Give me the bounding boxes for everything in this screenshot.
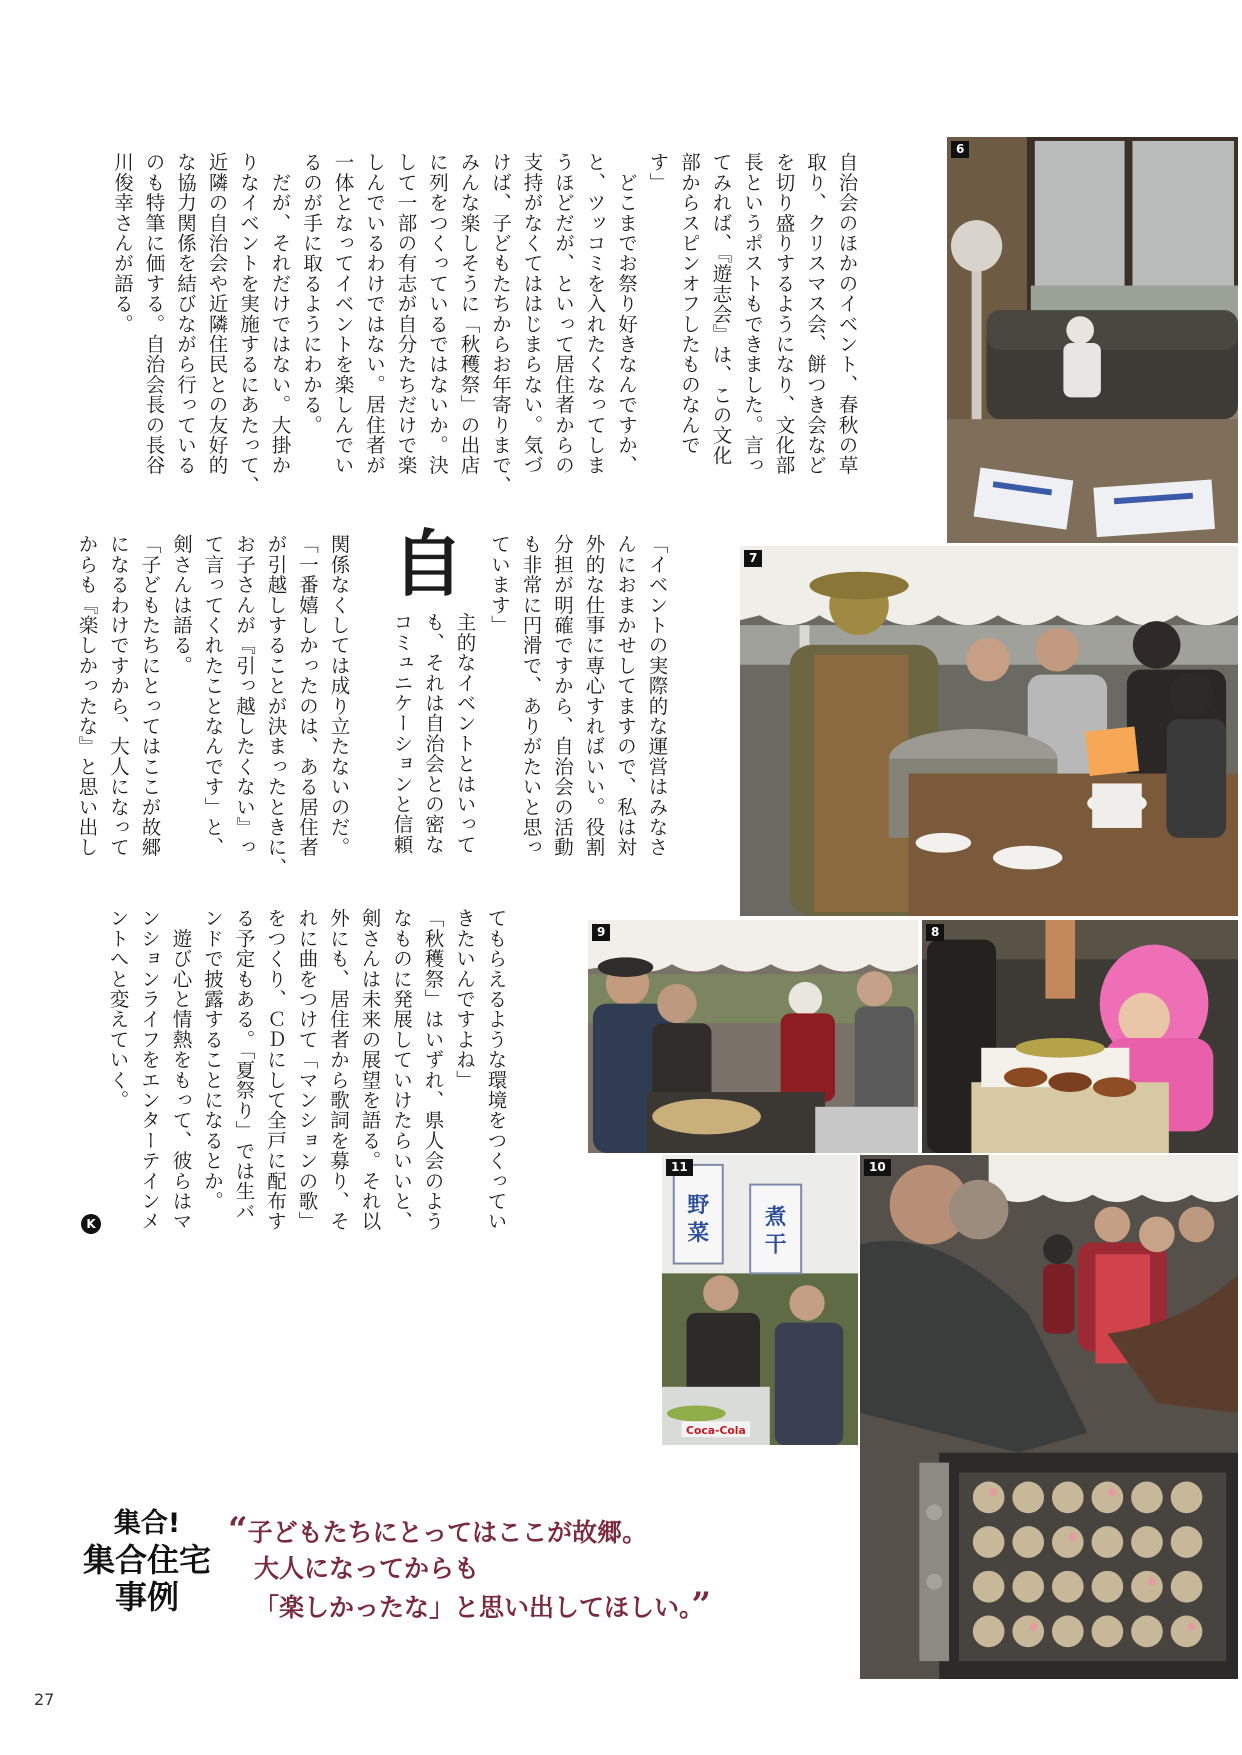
quote-line-2: 大人になってからも [254, 1554, 480, 1583]
text-column: をつくり、ＣＤにして全戸に配布す [264, 908, 287, 1232]
text-column: なものに発展していけたらいいと、 [390, 908, 413, 1232]
text-column: る予定もある。「夏祭り」では生バ [232, 908, 256, 1222]
text-column: 「イベントの実際的な運営はみなさ [645, 534, 669, 858]
quote-line-3: 「楽しかったな」と思い出してほしい。” [254, 1585, 712, 1625]
text-column: みんな楽しそうに「秋穫祭」の出店 [457, 152, 481, 476]
text-column: てもらえるような環境をつくってい [484, 908, 508, 1232]
text-column: ンションライフをエンターテインメ [138, 908, 161, 1232]
text-column: も、それは自治会との密な [422, 612, 445, 855]
text-column: るのが手に取るようにわかる。 [300, 152, 323, 435]
text-column: うほどだが、といって居住者からの [552, 152, 575, 476]
text-column: 長というポストもできました。言っ [741, 152, 764, 476]
series-logo-line: 事例 [114, 1578, 179, 1616]
text-column: 分担が明確ですから、自治会の活動 [551, 534, 574, 858]
photo-7-image [740, 546, 1238, 916]
drop-cap: 自 [392, 521, 465, 606]
page-number: 27 [34, 1690, 55, 1709]
text-column: に列をつくっているではないか。決 [426, 152, 449, 476]
text-column: が引越しすることが決まったときに、 [264, 534, 288, 878]
quote-open-mark: “ [228, 1510, 248, 1550]
text-column: けば、子どもたちからお年寄りまで、 [489, 152, 512, 496]
text-column: てみれば、『遊志会』は、この文化 [709, 152, 733, 466]
pull-quote [228, 1512, 711, 1626]
photo-9 [586, 918, 920, 1155]
end-mark: K [81, 1214, 101, 1234]
text-column: 主的なイベントとはいって [453, 612, 477, 855]
photo-number: 9 [592, 924, 610, 941]
text-column: になるわけですから、大人になって [107, 534, 130, 858]
text-column: 遊び心と情熱をもって、彼らはマ [169, 908, 193, 1232]
text-column: からも『楽しかったな』と思い出し [75, 534, 99, 858]
photo-9-image [588, 920, 918, 1153]
photo-number: 8 [926, 924, 944, 941]
photo-number: 7 [744, 550, 762, 567]
text-column: だが、それだけではない。大掛か [268, 152, 292, 476]
text-column: お子さんが『引っ越したくない』っ [233, 534, 256, 858]
text-column: て言ってくれたことなんです」と、 [201, 534, 225, 858]
text-column: 「一番嬉しかったのは、ある居住者 [296, 534, 319, 858]
text-column: と、ツッコミを入れたくなってしま [583, 152, 607, 476]
text-column: 部からスピンオフしたものなんで [678, 152, 701, 455]
text-column: 取り、クリスマス会、餅つき会など [804, 152, 827, 476]
text-column: コミュニケーションと信頼 [390, 612, 414, 855]
sign-a-text: 野菜 [687, 1193, 710, 1246]
text-column: 「子どもたちにとってはここが故郷 [138, 534, 162, 858]
photo-6 [945, 135, 1240, 545]
text-column: 剣さんは語る。 [170, 534, 193, 676]
photo-6-image [947, 137, 1238, 543]
text-column: きたいんですよね」 [453, 908, 476, 1090]
series-logo-line: 集合! [113, 1508, 181, 1539]
sign-b-text: 煮干 [764, 1204, 787, 1258]
photo-number: 10 [864, 1159, 891, 1176]
text-column: 外にも、居住者から歌詞を募り、そ [327, 908, 350, 1232]
photo-10-image [860, 1155, 1238, 1679]
photo-number: 11 [666, 1159, 693, 1176]
text-column: しんでいるわけではない。居住者が [363, 152, 386, 476]
photo-11-image [662, 1155, 858, 1445]
text-column: 近隣の自治会や近隣住民との友好的 [205, 152, 229, 476]
text-column: りなイベントを実施するにあたって、 [237, 152, 260, 496]
photo-number: 6 [951, 141, 969, 158]
text-column: 支持がなくてははじまらない。気づ [520, 152, 544, 476]
text-column: 自治会のほかのイベント、春秋の草 [835, 152, 859, 476]
photo-10 [858, 1153, 1240, 1681]
text-column: 川俊幸さんが語る。 [111, 152, 134, 334]
series-logo [82, 1505, 212, 1616]
text-column: れに曲をつけて「マンションの歌」 [295, 908, 319, 1232]
text-column: んにおまかせしてますので、私は対 [614, 534, 637, 858]
text-column: 関係なくしては成り立たないのだ。 [327, 534, 351, 858]
text-column: も非常に円滑で、ありがたいと思っ [519, 534, 543, 858]
quote-line-1: “子どもたちにとってはここが故郷。 [228, 1510, 648, 1550]
text-column: 一体となってイベントを楽しんでい [331, 152, 355, 476]
quote-close-mark: ” [691, 1585, 712, 1625]
text-column: ンドで披露することになるとか。 [201, 908, 224, 1211]
text-column: す」 [646, 152, 670, 193]
text-column: 剣さんは未来の展望を語る。それ以 [358, 908, 382, 1232]
text-column: ントへと変えていく。 [106, 908, 130, 1110]
text-column: 外的な仕事に専心すればいい。役割 [582, 534, 606, 858]
text-column: して一部の有志が自分たちだけで楽 [394, 152, 418, 476]
text-column: 「秋穫祭」はいずれ、県人会のよう [421, 908, 445, 1232]
photo-8 [920, 918, 1240, 1155]
text-column: どこまでお祭り好きなんですか、 [615, 152, 638, 476]
text-column: のも特筆に価する。自治会長の長谷 [142, 152, 166, 476]
photo-11 [660, 1153, 860, 1447]
text-column: な協力関係を結びながら行っている [174, 152, 197, 476]
text-column: を切り盛りするようになり、文化部 [772, 152, 796, 476]
photo-7 [738, 544, 1240, 918]
series-logo-line: 集合住宅 [82, 1541, 211, 1579]
photo-8-image [922, 920, 1238, 1153]
brand-text: Coca-Cola [686, 1424, 746, 1438]
text-column: ています」 [488, 534, 511, 635]
